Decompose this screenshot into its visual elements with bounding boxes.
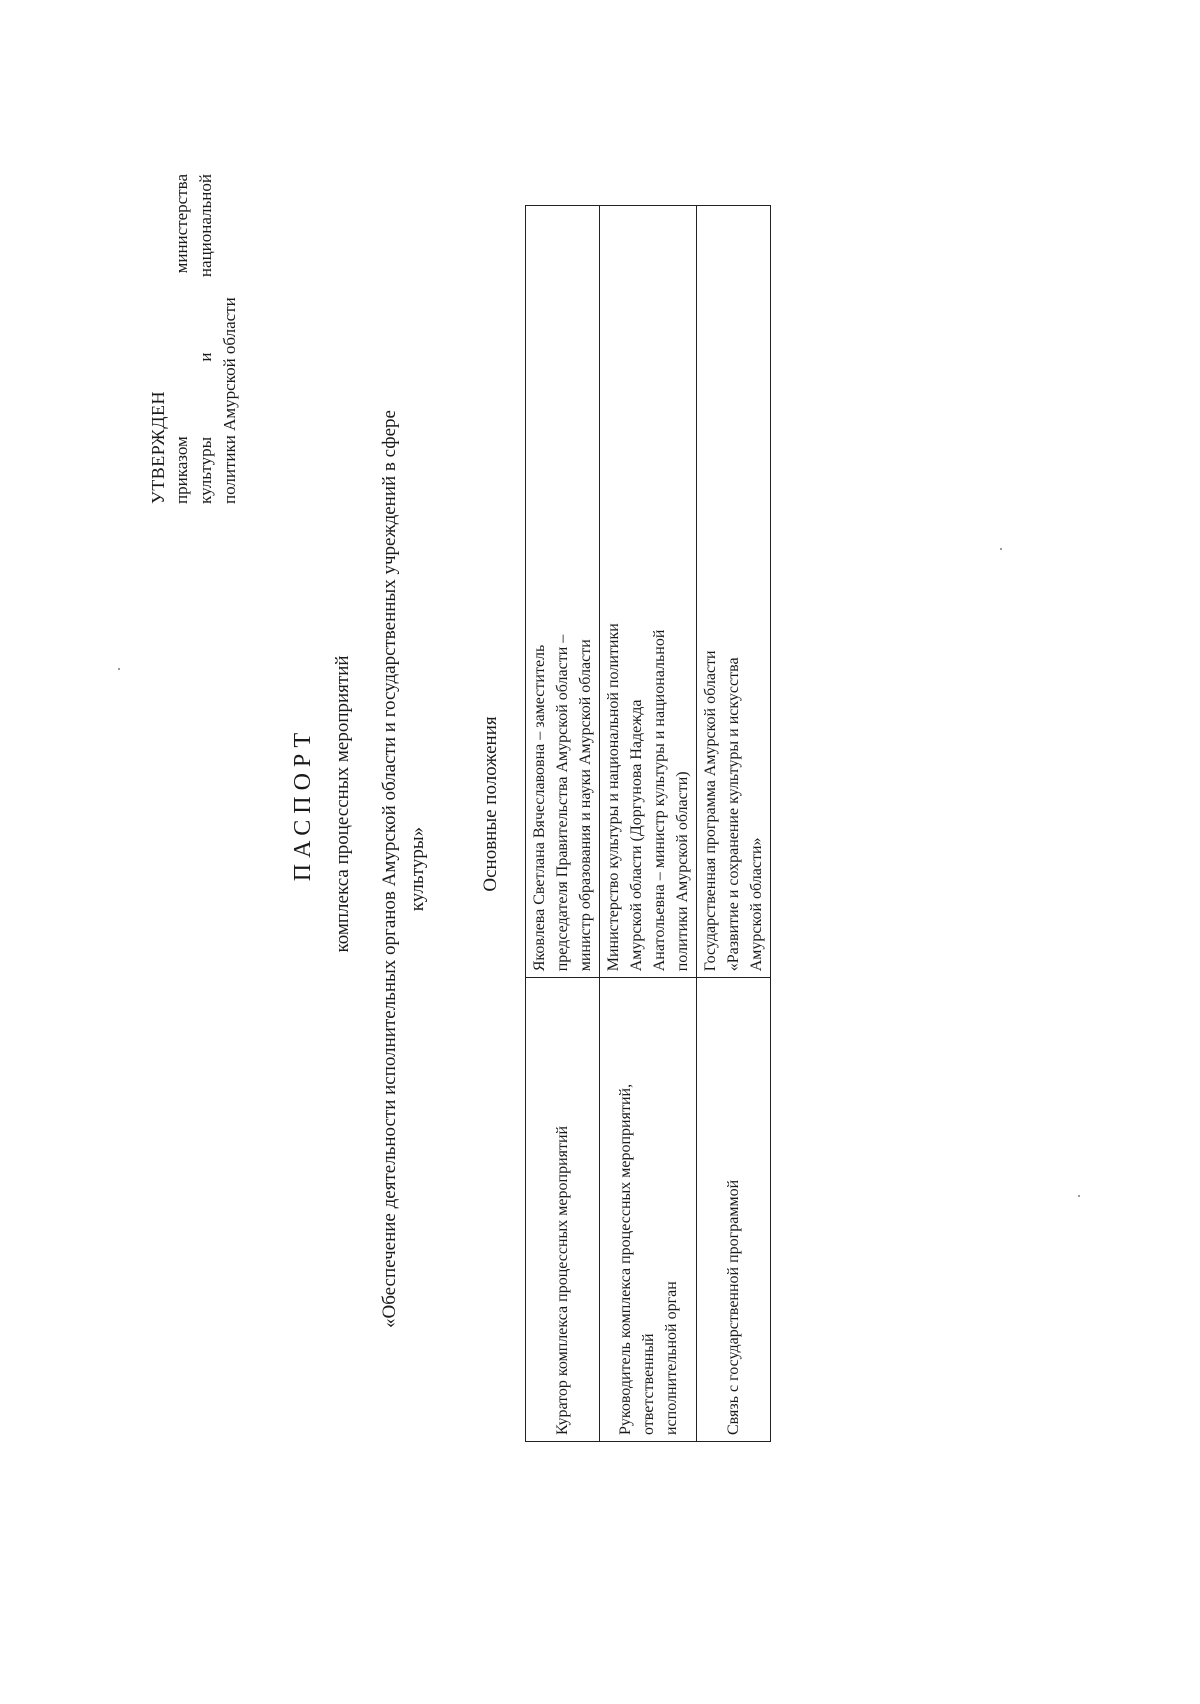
scan-speck (1000, 548, 1002, 550)
table-key-cell (697, 978, 771, 1442)
passport-table (525, 205, 771, 1442)
value-line: министр образования и науки Амурской области (577, 639, 594, 972)
document-title: ПАСПОРТ (290, 726, 316, 882)
table-row (526, 206, 600, 1442)
key-line: Куратор комплекса процессных мероприятий (554, 1125, 571, 1435)
document-subtitle: комплекса процессных мероприятий (332, 655, 353, 953)
value-line: Амурской области (Доргунова Надежда (628, 699, 645, 972)
table-value-cell (600, 206, 697, 978)
approval-line: культуры и национальной (196, 174, 215, 504)
value-line: политики Амурской области) (674, 771, 691, 972)
document-name (376, 154, 432, 1584)
table-value-cell (526, 206, 600, 978)
value-line: «Развитие и сохранение культуры и искусства (725, 657, 742, 972)
scan-speck (1078, 1195, 1080, 1197)
key-line: исполнительной орган (662, 1281, 680, 1435)
table-key-cell (526, 978, 600, 1442)
value-line: Амурской области» (748, 837, 765, 972)
approval-stamp (146, 174, 242, 504)
section-title: Основные положения (480, 716, 501, 892)
approval-line: политики Амурской области (220, 297, 239, 504)
value-line: председателя Правительства Амурской области – (554, 634, 571, 972)
approval-line: приказом министерства (172, 174, 191, 504)
value-line: Министерство культуры и национальной политики (605, 623, 622, 972)
document-name-line: культуры» (407, 826, 428, 912)
value-line: Анатольевна – министр культуры и национальной (651, 629, 668, 972)
value-line: Государственная программа Амурской области (702, 650, 719, 972)
approval-title: УТВЕРЖДЕН (148, 390, 168, 504)
table-value-cell (697, 206, 771, 978)
scan-speck (118, 668, 120, 670)
document-name-line: «Обеспечение деятельности исполнительных органов Амурской области и государственных учреждений в сфере (379, 410, 400, 1328)
table-key-cell (600, 978, 697, 1442)
value-line: Яковлева Светлана Вячеславовна – заместитель (531, 644, 548, 972)
key-line: Связь с государственной программой (725, 1179, 742, 1435)
table-row (697, 206, 771, 1442)
key-line: Руководитель комплекса процессных мероприятий, ответственный (616, 1083, 657, 1435)
table-row (600, 206, 697, 1442)
